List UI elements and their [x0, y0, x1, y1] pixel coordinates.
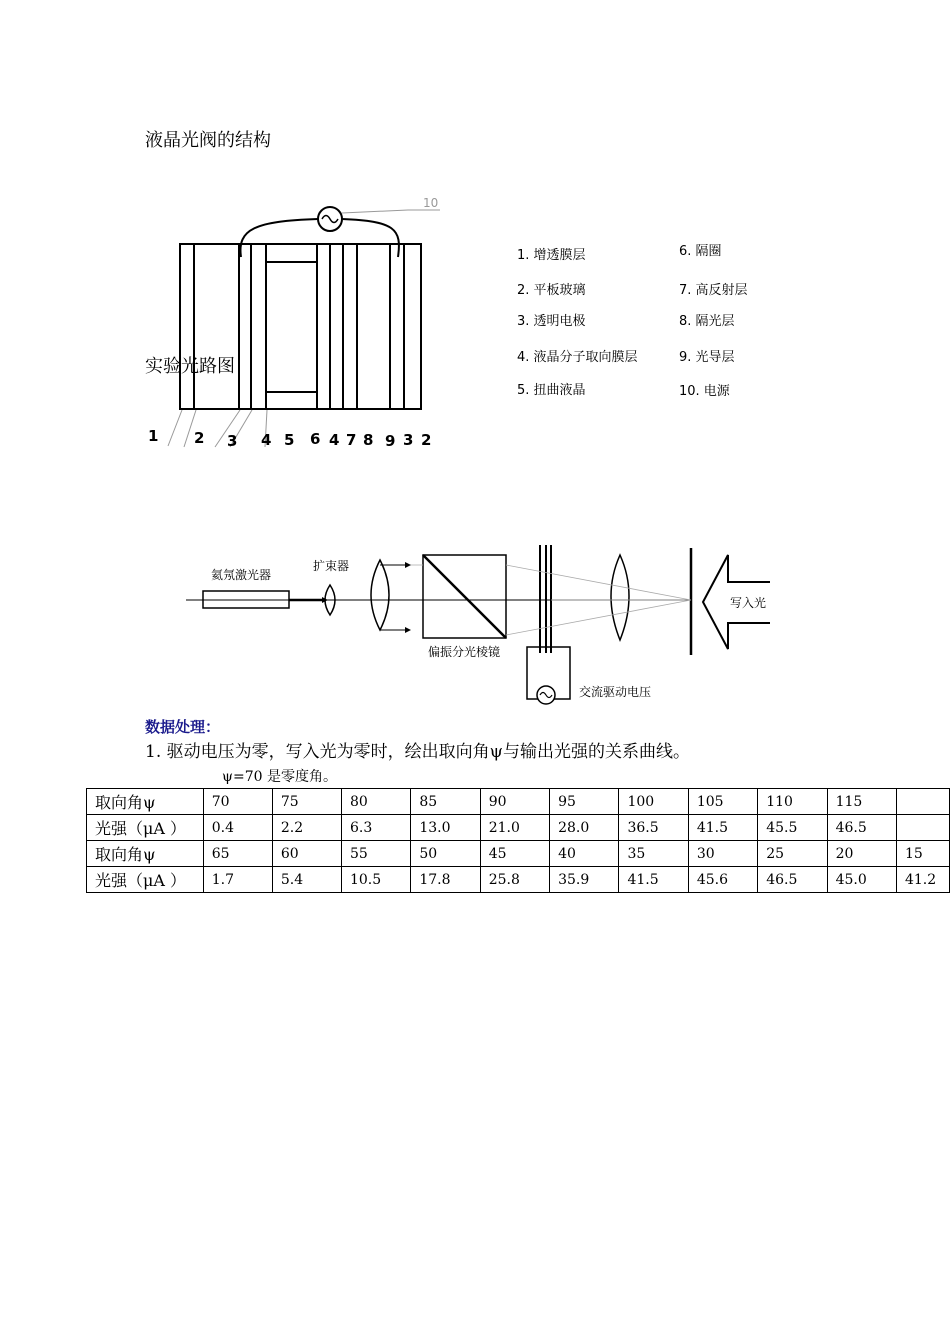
table-cell: 60: [272, 841, 341, 867]
table-cell: 21.0: [480, 815, 549, 841]
table-cell: 15: [896, 841, 949, 867]
table-cell: 1.7: [203, 867, 272, 893]
table-cell: 17.8: [411, 867, 480, 893]
table-cell: 6.3: [341, 815, 410, 841]
structure-number-1: 1: [148, 427, 159, 445]
lc-valve-structure-diagram: [140, 185, 460, 455]
structure-number-6: 6: [310, 430, 321, 448]
table-cell: 110: [758, 789, 827, 815]
collimating-lens: [371, 560, 389, 630]
imaging-lens: [611, 555, 629, 640]
write-light-label: 写入光: [730, 596, 767, 610]
table-cell: 45.5: [758, 815, 827, 841]
legend-item-9: 9. 光导层: [679, 350, 735, 365]
measurement-table: [86, 788, 950, 893]
table-row: [87, 789, 950, 815]
legend-item-10: 10. 电源: [679, 384, 730, 399]
table-cell: 41.5: [688, 815, 757, 841]
table-cell: 28.0: [550, 815, 619, 841]
structure-number-3b: 3: [403, 431, 414, 449]
structure-number-4: 4: [261, 431, 272, 449]
table-cell: 41.5: [619, 867, 688, 893]
table-cell: 105: [688, 789, 757, 815]
table-cell: [896, 815, 949, 841]
table-cell: 取向角ψ: [87, 841, 204, 867]
structure-number-7: 7: [346, 431, 357, 449]
table-cell: [896, 789, 949, 815]
table-cell: 45.6: [688, 867, 757, 893]
table-row: [87, 841, 950, 867]
table-cell: 5.4: [272, 867, 341, 893]
table-cell: 41.2: [896, 867, 949, 893]
table-cell: 80: [341, 789, 410, 815]
laser-label: 氦氖激光器: [211, 568, 272, 582]
ac-voltage-label: 交流驱动电压: [579, 685, 652, 699]
legend-item-7: 7. 高反射层: [679, 283, 748, 298]
table-cell: 2.2: [272, 815, 341, 841]
table-cell: 40: [550, 841, 619, 867]
table-cell: 46.5: [827, 815, 896, 841]
label-10: 10: [423, 196, 439, 210]
structure-number-8: 8: [363, 431, 374, 449]
table-cell: 90: [480, 789, 549, 815]
zero-angle-note: ψ=70 是零度角。: [222, 769, 337, 785]
legend-item-5: 5. 扭曲液晶: [517, 383, 586, 398]
legend-item-4: 4. 液晶分子取向膜层: [517, 350, 638, 365]
table-cell: 46.5: [758, 867, 827, 893]
table-cell: 55: [341, 841, 410, 867]
table-cell: 95: [550, 789, 619, 815]
expander-label: 扩束器: [313, 559, 350, 573]
table-cell: 65: [203, 841, 272, 867]
table-cell: 36.5: [619, 815, 688, 841]
table-row: [87, 867, 950, 893]
table-cell: 45.0: [827, 867, 896, 893]
legend-item-3: 3. 透明电极: [517, 314, 586, 329]
table-cell: 20: [827, 841, 896, 867]
table-cell: 取向角ψ: [87, 789, 204, 815]
table-cell: 75: [272, 789, 341, 815]
table-cell: 30: [688, 841, 757, 867]
table-cell: 45: [480, 841, 549, 867]
table-cell: 光强（μA ）: [87, 867, 204, 893]
structure-number-2: 2: [194, 429, 205, 447]
structure-title: 液晶光阀的结构: [145, 130, 271, 151]
table-row: [87, 815, 950, 841]
legend-item-1: 1. 增透膜层: [517, 248, 586, 263]
legend-item-8: 8. 隔光层: [679, 314, 735, 329]
structure-number-2b: 2: [421, 431, 432, 449]
optical-path-title: 实验光路图: [145, 356, 235, 377]
table-cell: 85: [411, 789, 480, 815]
structure-number-5: 5: [284, 431, 295, 449]
table-cell: 13.0: [411, 815, 480, 841]
data-processing-heading: 数据处理：: [145, 718, 221, 736]
table-cell: 0.4: [203, 815, 272, 841]
structure-outline: [180, 244, 421, 409]
table-cell: 25.8: [480, 867, 549, 893]
table-cell: 35: [619, 841, 688, 867]
structure-number-3: 3: [227, 432, 238, 450]
structure-number-9: 9: [385, 432, 396, 450]
table-cell: 115: [827, 789, 896, 815]
legend-item-2: 2. 平板玻璃: [517, 283, 586, 298]
table-cell: 35.9: [550, 867, 619, 893]
table-cell: 70: [203, 789, 272, 815]
prism-label: 偏振分光棱镜: [428, 645, 501, 659]
table-cell: 50: [411, 841, 480, 867]
table-cell: 100: [619, 789, 688, 815]
table-cell: 25: [758, 841, 827, 867]
power-wire-left: [240, 219, 318, 257]
structure-number-4b: 4: [329, 431, 340, 449]
legend-item-6: 6. 隔圈: [679, 244, 722, 259]
table-cell: 10.5: [341, 867, 410, 893]
table-cell: 光强（μA ）: [87, 815, 204, 841]
task-item-1: 1. 驱动电压为零，写入光为零时，绘出取向角ψ与输出光强的关系曲线。: [145, 742, 690, 762]
